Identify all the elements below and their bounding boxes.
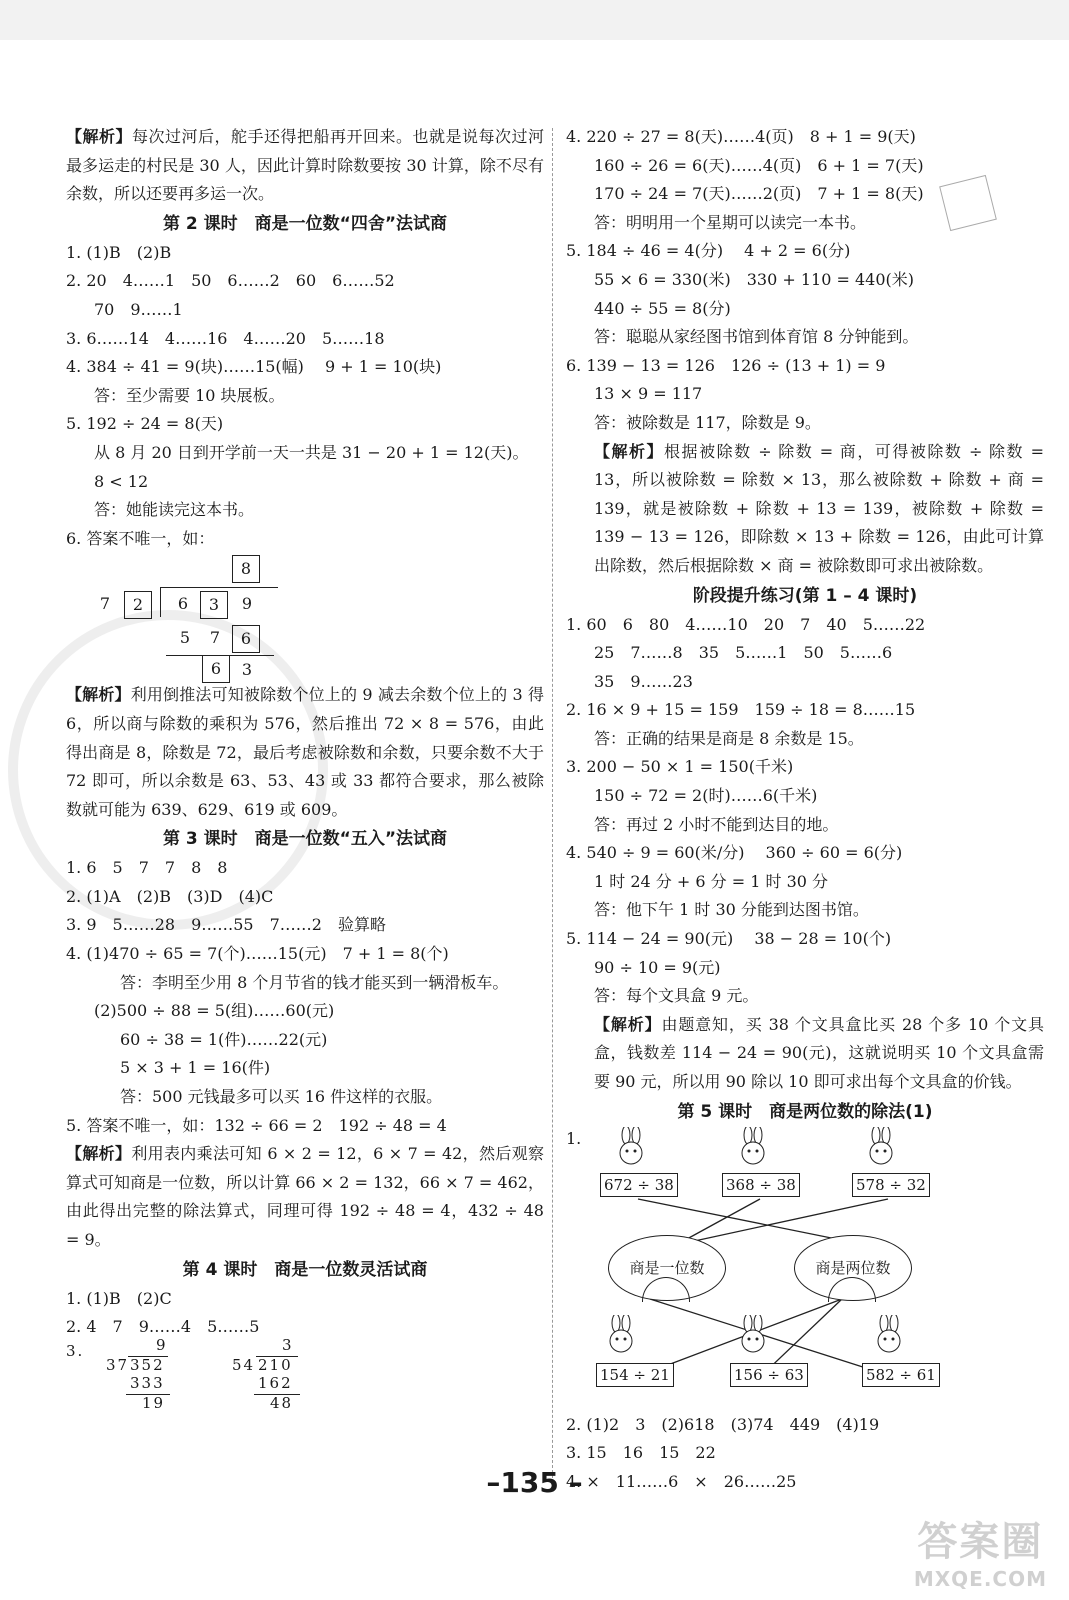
answer-line: 6. 139 − 13 = 126 126 ÷ (13 + 1) = 9 [566, 355, 886, 375]
lesson2-analysis: 【解析】利用倒推法可知被除数个位上的 9 减去余数个位上的 3 得 6，所以商与除数的乘积为 576，然后推出 72 × 8 = 576，由此得出商是 8，除数是 72，最后考虑被除数和余数，只要余数不大于 72 即可，所以余数是 63、53、43 或 33 都符合要求，那么被除数就可能为 639、629、619 或 609。 [66, 685, 544, 819]
left-column [66, 123, 544, 1416]
divisor-digit-box: 2 [124, 591, 152, 619]
stage-practice-title: 阶段提升练习(第 1 – 4 课时) [692, 585, 918, 606]
answer-line: 3. 15 16 15 22 [566, 1443, 716, 1463]
expression-box: 154 ÷ 21 [596, 1363, 674, 1387]
dividend-digit-box: 3 [200, 591, 228, 619]
answer-line: 1. 60 6 80 4……10 20 7 40 5……22 [566, 614, 926, 634]
answer-line: 答：他下午 1 时 30 分能到达图书馆。 [594, 900, 869, 920]
dividend-digit: 6 [177, 594, 189, 614]
page-number: –135 – [486, 1466, 583, 1499]
answer-line: 1. 6 5 7 7 8 8 [66, 858, 228, 878]
lesson2-title: 第 2 课时 商是一位数“四舍”法试商 [162, 213, 447, 234]
answer-line: 5. 答案不唯一，如：132 ÷ 66 = 2 192 ÷ 48 = 4 [66, 1115, 447, 1135]
rabbit-icon [872, 1315, 906, 1359]
matching-diagram: 1. 672 ÷ 38 368 ÷ 38 578 ÷ 32 商是一位数 商是两位数 154 ÷ 21 156 ÷ 63 582 ÷ 61 [566, 1127, 1044, 1411]
quotient-digit: 8 [232, 555, 260, 583]
rabbit-icon [736, 1315, 770, 1359]
right-column [566, 123, 1044, 1496]
dividend-digit: 9 [241, 594, 253, 614]
answer-line: 3. 9 5……28 9……55 7……2 验算略 [66, 915, 386, 935]
lesson5-title: 第 5 课时 商是两位数的除法(1) [677, 1101, 933, 1122]
rabbit-icon [736, 1127, 770, 1171]
remainder-digit-box: 6 [202, 655, 230, 683]
lesson4-title: 第 4 课时 商是一位数灵活试商 [182, 1259, 428, 1280]
ld2-dividend: 210 [258, 1355, 293, 1374]
answer-line: 6. 答案不唯一，如： [66, 528, 215, 548]
remainder-digit: 3 [241, 660, 253, 680]
long-division-puzzle [66, 553, 544, 681]
answer-line: 答：至少需要 10 块展板。 [94, 385, 285, 405]
site-watermark: 答案圈 MXQE.COM [913, 1519, 1047, 1591]
answer-line: 8 < 12 [94, 471, 149, 491]
answer-line: 答：她能读完这本书。 [94, 500, 255, 520]
house-two-digit: 商是两位数 [794, 1235, 912, 1301]
lesson3-title: 第 3 课时 商是一位数“五入”法试商 [162, 829, 447, 850]
long-division-pair: 3. 9 37 352 333 19 3 54 210 162 48 [66, 1342, 544, 1416]
answer-line: 1 时 24 分 + 6 分 = 1 时 30 分 [594, 871, 829, 891]
product-digit: 5 [179, 628, 191, 648]
answer-line: 13 × 9 = 117 [594, 384, 703, 404]
expression-box: 672 ÷ 38 [600, 1173, 678, 1197]
answer-line: 4. 540 ÷ 9 = 60(米/分) 360 ÷ 60 = 6(分) [566, 843, 903, 863]
answer-line: (2)500 ÷ 88 = 5(组)……60(元) [94, 1001, 335, 1021]
answer-line: 2. 20 4……1 50 6……2 60 6……52 [66, 271, 395, 291]
stage-analysis: 【解析】由题意知，买 38 个文具盒比买 28 个多 10 个文具盒，钱数差 114 − 24 = 90(元)，这就说明买 10 个文具盒需要 90 元，所以用 90 除以 10 即可求出每个文具盒的价钱。 [594, 1014, 1044, 1091]
house-single-digit: 商是一位数 [608, 1235, 726, 1301]
top-margin [0, 0, 1069, 40]
answer-line: 440 ÷ 55 = 8(分) [594, 298, 731, 318]
ld1-divisor: 37 [106, 1355, 130, 1374]
ld2-quotient: 3 [282, 1335, 294, 1354]
answer-line: 5. 184 ÷ 46 = 4(分) 4 + 2 = 6(分) [566, 241, 851, 261]
q6-analysis: 【解析】根据被除数 ÷ 除数 = 商，可得被除数 ÷ 除数 = 13，所以被除数 = 除数 × 13，那么被除数 + 除数 + 商 = 139，就是被除数 + 除数 + 13 = 139，被除数 + 除数 = 139 − 13 = 126，即除数 × 13 + 除数 = 126，由此可计算出除数，然后根据除数 × 商 = 被除数即可求出被除数。 [594, 441, 1044, 575]
expression-box: 582 ÷ 61 [862, 1363, 940, 1387]
answer-line: 从 8 月 20 日到开学前一天一共是 31 − 20 + 1 = 12(天)。 [94, 442, 529, 462]
intro-analysis: 【解析】每次过河后，舵手还得把船再开回来。也就是说每次过河最多运走的村民是 30 人，因此计算时除数要按 30 计算，除不尽有余数，所以还要再多运一次。 [66, 127, 544, 204]
expression-box: 368 ÷ 38 [722, 1173, 800, 1197]
answer-line: 25 7……8 35 5……1 50 5……6 [594, 643, 893, 663]
answer-line: 答：再过 2 小时不能到达目的地。 [594, 814, 839, 834]
product-digit: 7 [209, 628, 221, 648]
answer-line: 答：聪聪从家经图书馆到体育馆 8 分钟能到。 [594, 327, 919, 347]
rabbit-icon [604, 1315, 638, 1359]
answer-line: 答：明明用一个星期可以读完一本书。 [594, 212, 867, 232]
answer-line: 150 ÷ 72 = 2(时)……6(千米) [594, 786, 818, 806]
answer-line: 55 × 6 = 330(米) 330 + 110 = 440(米) [594, 269, 914, 289]
rabbit-icon [864, 1127, 898, 1171]
answer-line: 5. 192 ÷ 24 = 8(天) [66, 414, 224, 434]
answer-line: 答：500 元钱最多可以买 16 件这样的衣服。 [120, 1087, 443, 1107]
answer-line: 4. 384 ÷ 41 = 9(块)……15(幅) 9 + 1 = 10(块) [66, 357, 442, 377]
answer-line: 170 ÷ 24 = 7(天)……2(页) 7 + 1 = 8(天) [594, 184, 924, 204]
answer-line: 2. (1)A (2)B (3)D (4)C [66, 886, 274, 906]
answer-line: 1. (1)B (2)C [66, 1288, 172, 1308]
ld2-product: 162 [258, 1373, 293, 1392]
answer-line: 2. (1)2 3 (2)618 (3)74 449 (4)19 [566, 1414, 880, 1434]
ld2-remainder: 48 [270, 1393, 294, 1412]
answer-line: 答：正确的结果是商是 8 余数是 15。 [594, 728, 864, 748]
answer-line: 2. 4 7 9……4 5……5 [66, 1317, 260, 1337]
answer-line: 60 ÷ 38 = 1(件)……22(元) [120, 1029, 328, 1049]
answer-line: 2. 16 × 9 + 15 = 159 159 ÷ 18 = 8……15 [566, 700, 916, 720]
column-divider [552, 128, 553, 1488]
answer-line: 90 ÷ 10 = 9(元) [594, 957, 721, 977]
ld1-product: 333 [130, 1373, 165, 1392]
answer-line: 1. (1)B (2)B [66, 242, 172, 262]
lesson3-analysis: 【解析】利用表内乘法可知 6 × 2 = 12，6 × 7 = 42，然后观察算式可知商是一位数，所以计算 66 × 2 = 132，66 × 7 = 462，由此得出完整的除法算式，同理可得 192 ÷ 48 = 4，432 ÷ 48 = 9。 [66, 1144, 544, 1249]
ld1-dividend: 352 [130, 1355, 165, 1374]
rabbit-icon [614, 1127, 648, 1171]
answer-line: 答：每个文具盒 9 元。 [594, 986, 759, 1006]
ld2-divisor: 54 [232, 1355, 256, 1374]
answer-line: 70 9……1 [94, 299, 183, 319]
answer-line: 160 ÷ 26 = 6(天)……4(页) 6 + 1 = 7(天) [594, 155, 924, 175]
answer-line: 5. 114 − 24 = 90(元) 38 − 28 = 10(个) [566, 929, 892, 949]
answer-line: 5 × 3 + 1 = 16(件) [120, 1058, 271, 1078]
answer-line: 答：被除数是 117，除数是 9。 [594, 412, 821, 432]
expression-box: 578 ÷ 32 [852, 1173, 930, 1197]
ld1-quotient: 9 [156, 1335, 168, 1354]
answer-line: 3. 200 − 50 × 1 = 150(千米) [566, 757, 794, 777]
answer-line: 4. (1)470 ÷ 65 = 7(个)……15(元) 7 + 1 = 8(个) [66, 944, 449, 964]
answer-line: 4. × 11……6 × 26……25 [566, 1471, 797, 1491]
divisor-digit: 7 [99, 594, 111, 614]
answer-line: 4. 220 ÷ 27 = 8(天)……4(页) 8 + 1 = 9(天) [566, 127, 916, 146]
ld1-remainder: 19 [142, 1393, 166, 1412]
answer-line: 35 9……23 [594, 671, 693, 691]
product-digit-box: 6 [232, 625, 260, 653]
answer-line: 答：李明至少用 8 个月节省的钱才能买到一辆滑板车。 [120, 972, 509, 992]
expression-box: 156 ÷ 63 [730, 1363, 808, 1387]
answer-line: 3. 6……14 4……16 4……20 5……18 [66, 328, 385, 348]
